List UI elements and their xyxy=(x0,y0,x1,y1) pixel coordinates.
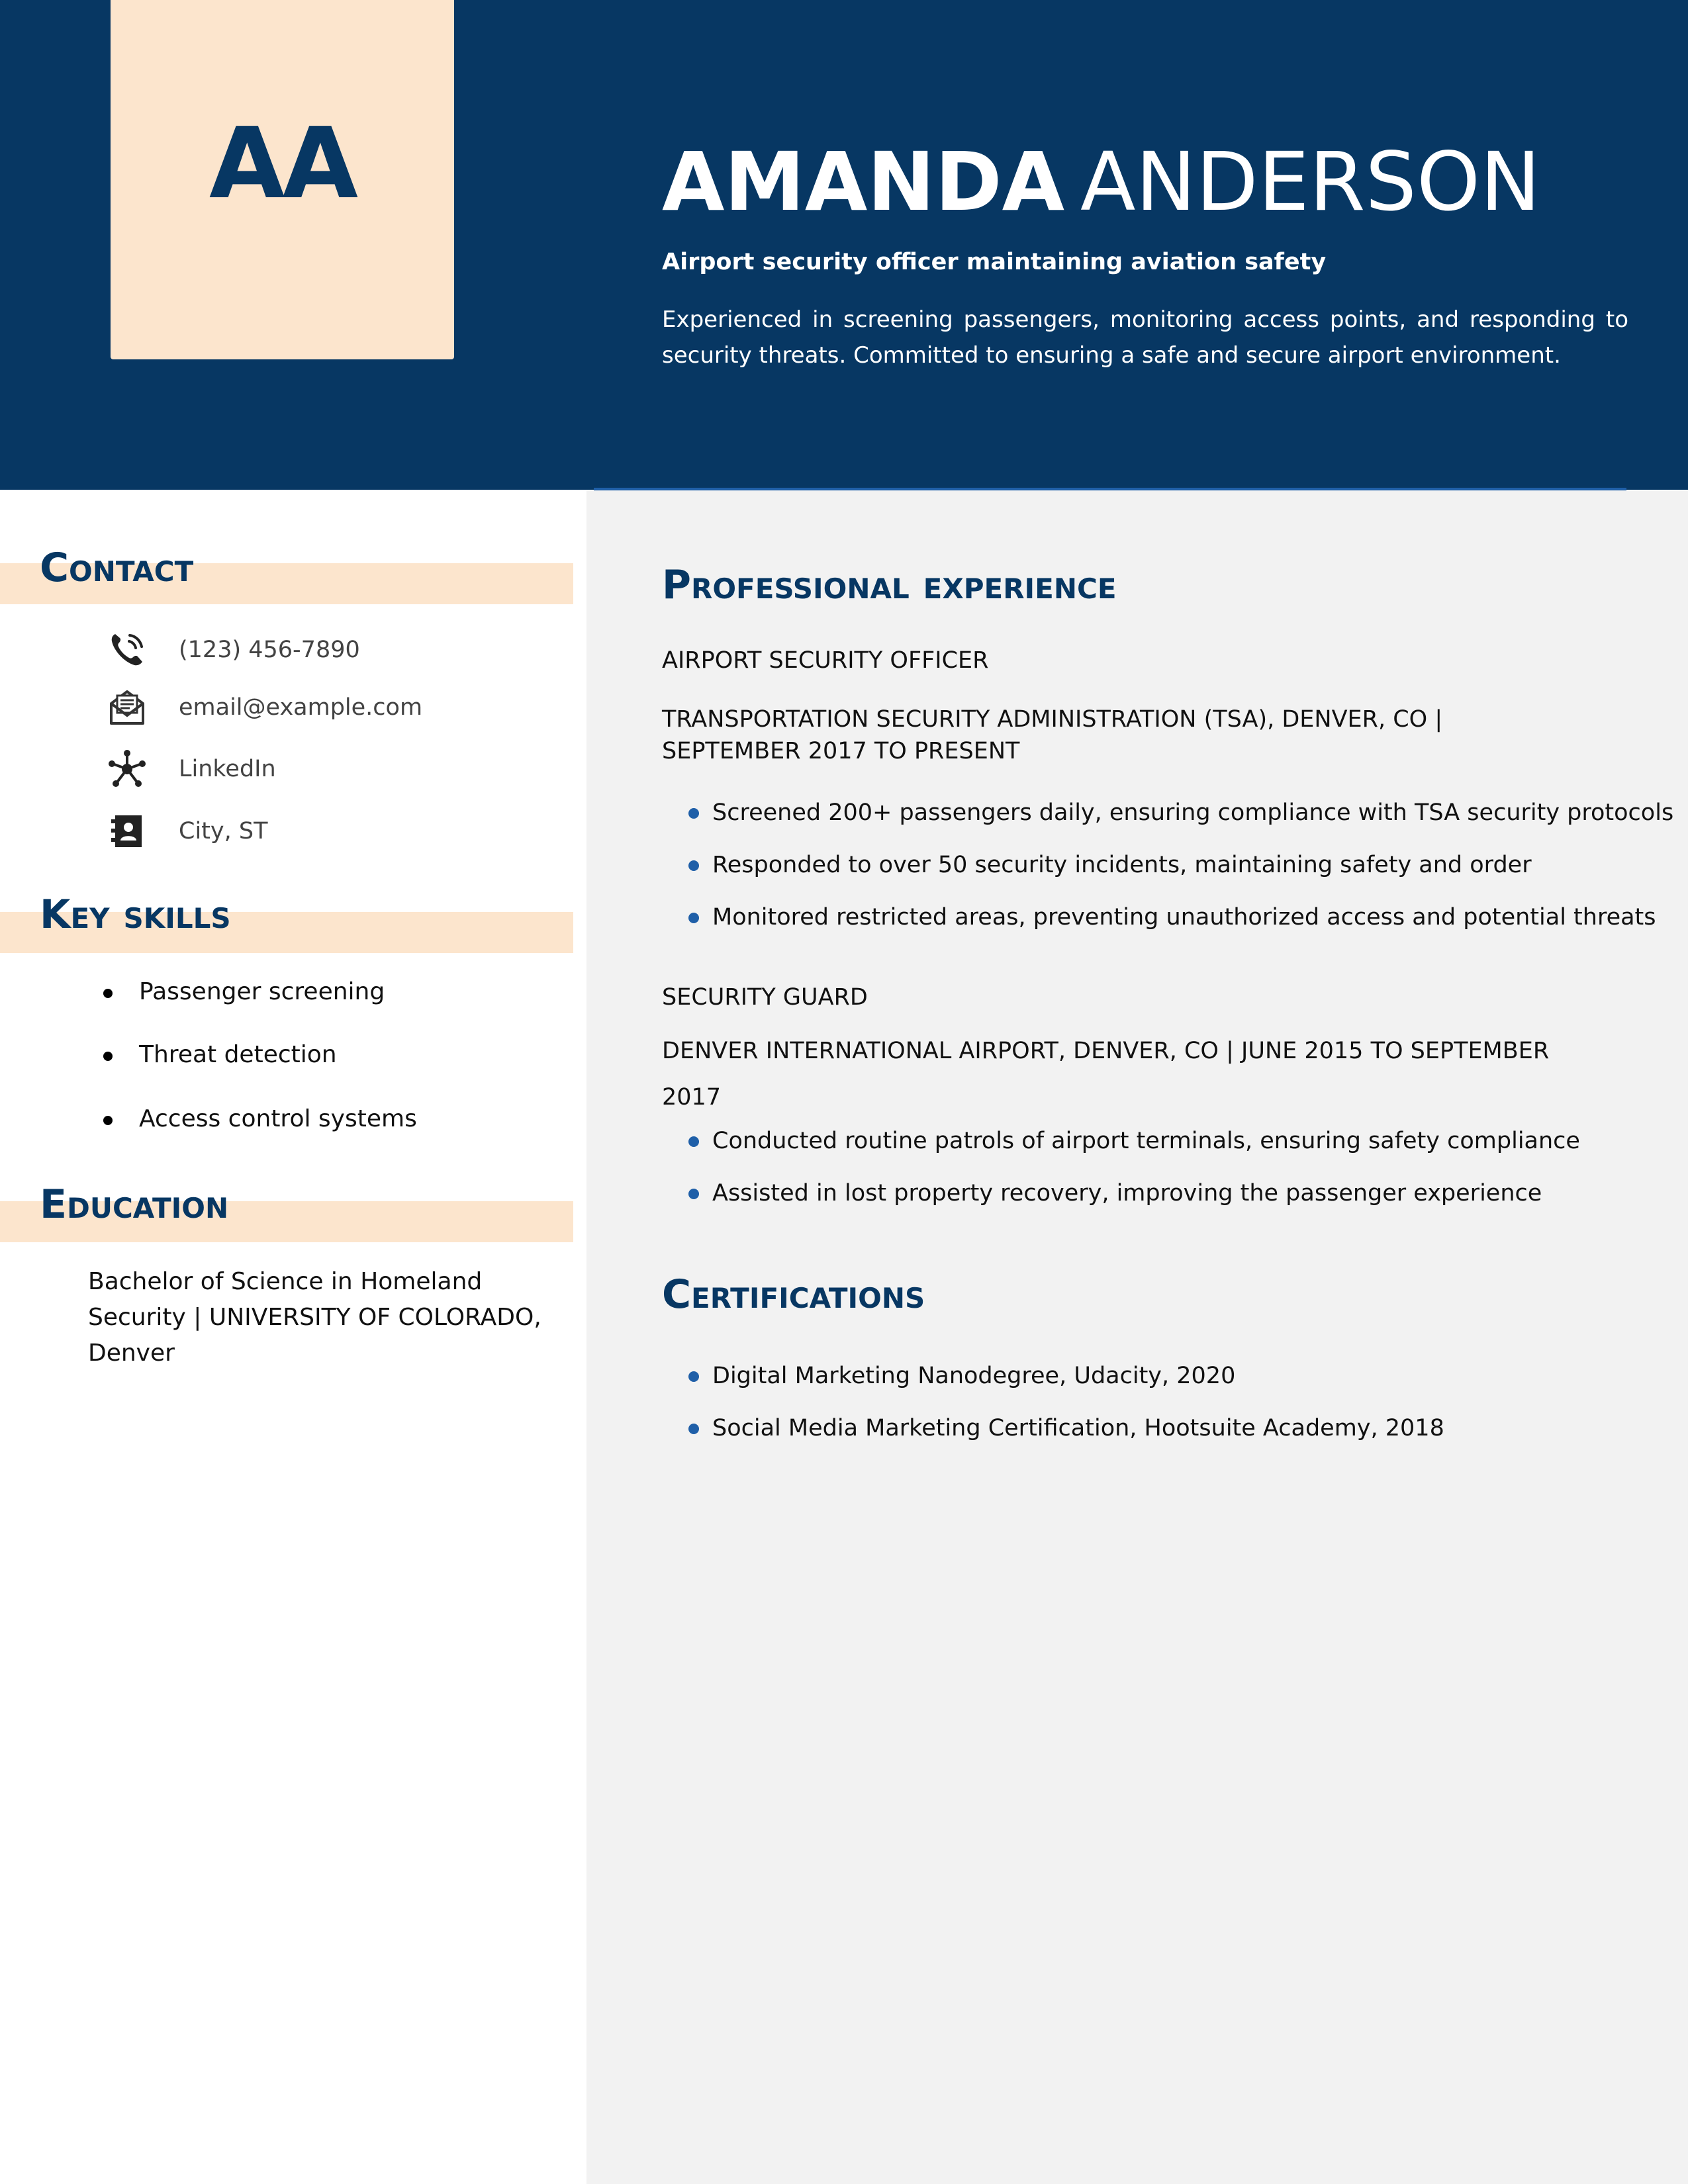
bullet-dot xyxy=(688,808,699,819)
job-role: SECURITY GUARD xyxy=(662,984,868,1011)
bullet-dot xyxy=(688,1424,699,1434)
contact-phone-text: (123) 456-7890 xyxy=(179,637,360,663)
monogram-badge xyxy=(111,0,454,359)
contact-location-text: City, ST xyxy=(179,818,268,844)
bullet-dot xyxy=(688,1136,699,1147)
bullet-dot xyxy=(688,1371,699,1382)
location-icon xyxy=(106,810,148,852)
job-organization: DENVER INTERNATIONAL AIRPORT, DENVER, CO | JUNE 2015 TO SEPTEMBER 2017 xyxy=(662,1038,1550,1111)
education-entry: Bachelor of Science in Homeland Security | UNIVERSITY OF COLORADO, Denver xyxy=(88,1268,541,1367)
candidate-name xyxy=(662,129,1540,235)
bullet-dot xyxy=(688,1189,699,1199)
linkedin-icon xyxy=(106,748,148,790)
contact-email xyxy=(106,686,556,729)
email-icon xyxy=(106,686,148,729)
job-organization: TRANSPORTATION SECURITY ADMINISTRATION (TSA), DENVER, CO | SEPTEMBER 2017 TO PRESENT xyxy=(662,706,1443,764)
contact-phone xyxy=(106,629,556,671)
bullet-dot xyxy=(103,1052,113,1061)
certifications-heading: Certifications xyxy=(662,1271,925,1318)
education-heading: Education xyxy=(40,1181,229,1228)
monogram-text: AA xyxy=(209,106,356,220)
bullet-dot xyxy=(103,989,113,998)
bullet-dot xyxy=(688,860,699,871)
contact-location xyxy=(106,810,556,852)
phone-icon xyxy=(106,629,148,671)
bullet-dot xyxy=(688,913,699,923)
experience-heading: Professional experience xyxy=(662,562,1117,608)
job-role: AIRPORT SECURITY OFFICER xyxy=(662,647,989,674)
bullet-dot xyxy=(103,1116,113,1125)
summary: Experienced in screening passengers, monitoring access points, and responding to security threats. Committed to ensuring a safe and secure airport environment. xyxy=(662,306,1628,369)
skills-heading: Key skills xyxy=(40,891,231,938)
header-banner xyxy=(0,0,1688,490)
contact-email-text: email@example.com xyxy=(179,694,423,721)
contact-heading: Contact xyxy=(40,545,194,591)
contact-linkedin xyxy=(106,748,556,790)
last-name: ANDERSON xyxy=(1080,135,1541,229)
tagline: Airport security officer maintaining aviation safety xyxy=(662,249,1327,275)
contact-linkedin-text: LinkedIn xyxy=(179,756,276,782)
first-name: AMANDA xyxy=(662,135,1065,229)
